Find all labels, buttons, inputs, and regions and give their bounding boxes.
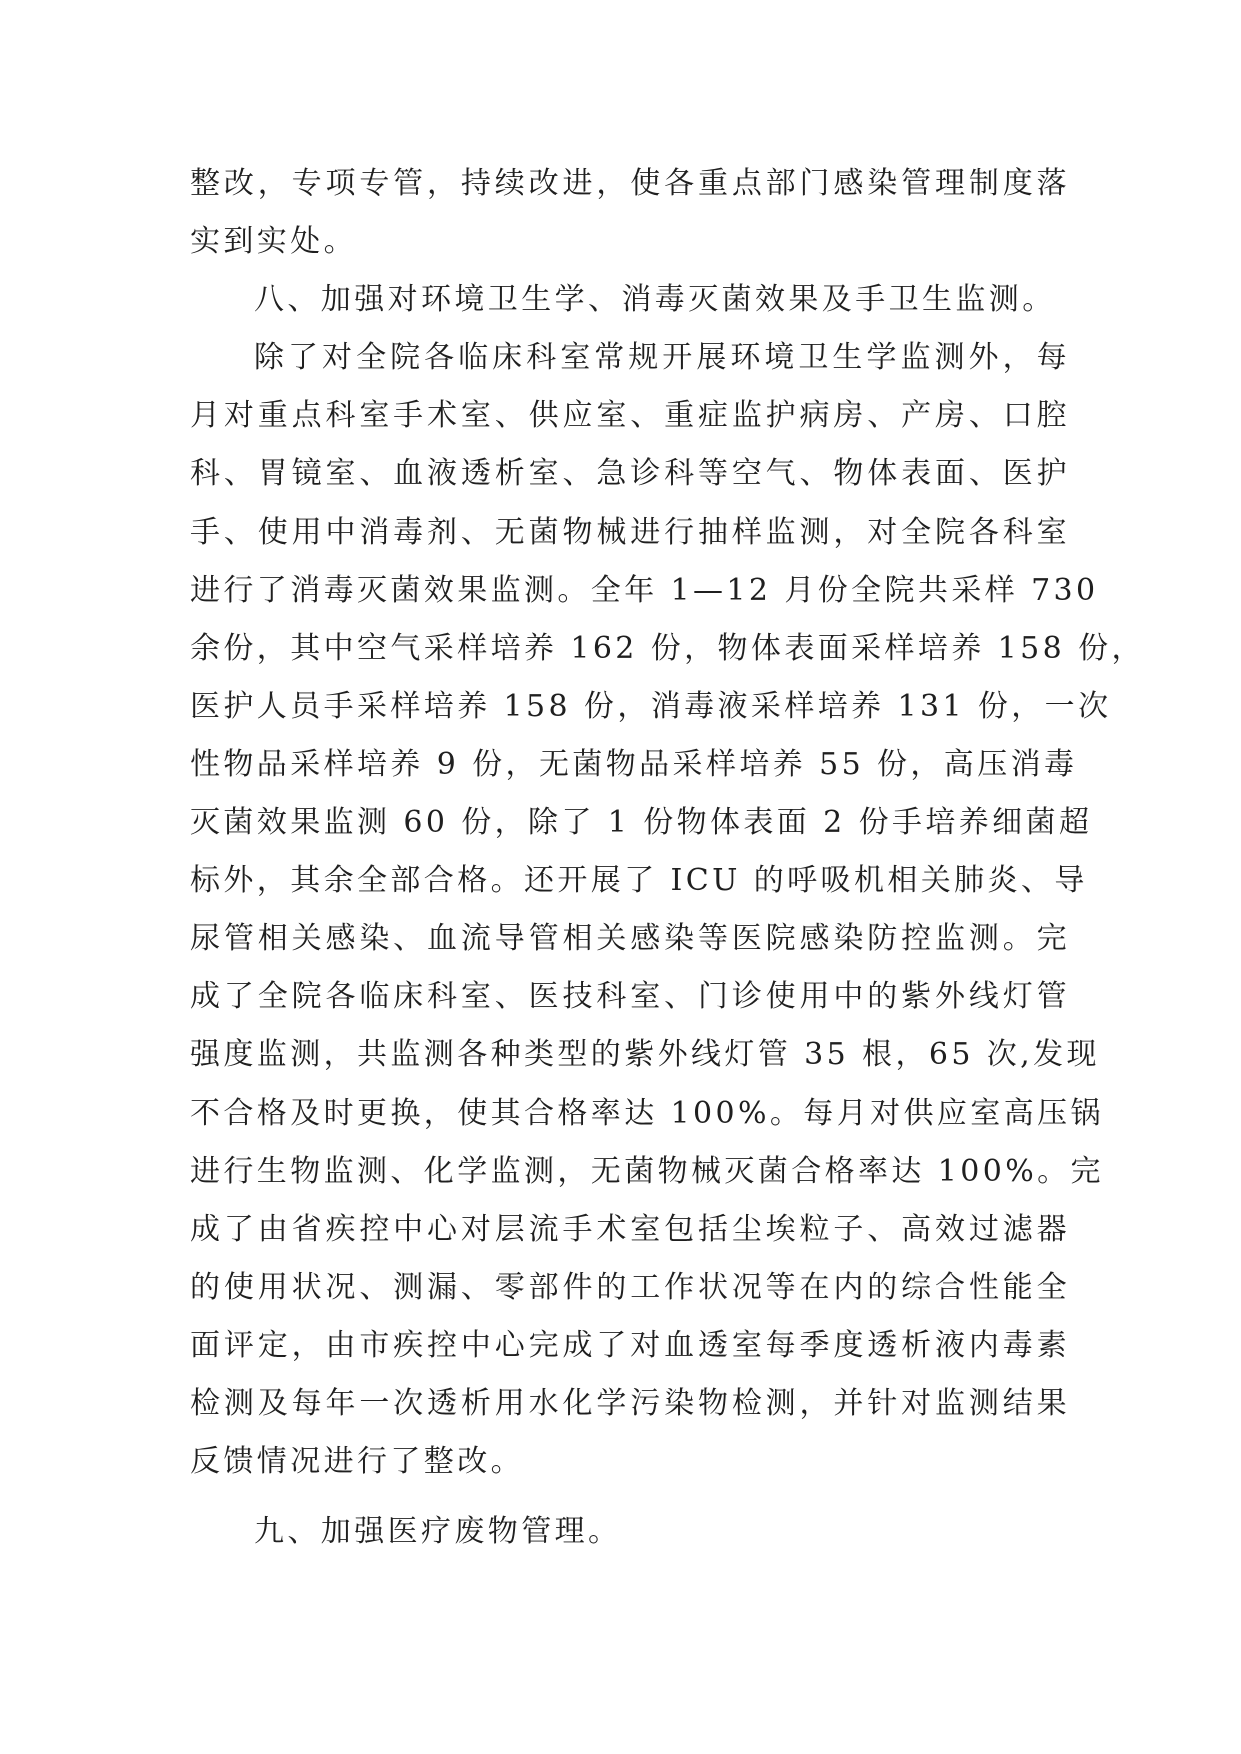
text-line: 成了由省疾控中心对层流手术室包括尘埃粒子、高效过滤器 [190,1211,1070,1247]
paragraph-p4 [190,1503,1070,1561]
text-line: 除了对全院各临床科室常规开展环境卫生学监测外，每 [254,340,1070,376]
text-line: 进行生物监测、化学监测，无菌物械灭菌合格率达 100%。完 [190,1153,1104,1189]
text-line: 实到实处。 [190,224,357,260]
text-line: 整改，专项专管，持续改进，使各重点部门感染管理制度落 [190,166,1070,201]
text-line: 强度监测，共监测各种类型的紫外线灯管 35 根，65 次,发现 [190,1037,1100,1073]
paragraph-gap [190,1491,1070,1503]
paragraph-p2 [190,271,1070,329]
text-line: 医护人员手采样培养 158 份，消毒液采样培养 131 份，一次 [190,688,1112,724]
text-line: 面评定，由市疾控中心完成了对血透室每季度透析液内毒素 [190,1327,1070,1363]
text-line: 八、加强对环境卫生学、消毒灭菌效果及手卫生监测。 [254,282,1056,318]
document-body [190,155,1145,1561]
text-line: 不合格及时更换，使其合格率达 100%。每月对供应室高压锅 [190,1095,1104,1131]
text-line: 性物品采样培养 9 份，无菌物品采样培养 55 份，高压消毒 [190,746,1078,782]
text-line: 的使用状况、测漏、零部件的工作状况等在内的综合性能全 [190,1269,1070,1305]
text-line: 灭菌效果监测 60 份，除了 1 份物体表面 2 份手培养细菌超 [190,805,1093,841]
text-line: 检测及每年一次透析用水化学污染物检测，并针对监测结果 [190,1385,1070,1421]
text-line: 九、加强医疗废物管理。 [254,1514,622,1550]
text-line: 标外，其余全部合格。还开展了 ICU 的呼吸机相关肺炎、导 [190,863,1088,899]
text-line: 反馈情况进行了整改。 [190,1444,524,1480]
paragraph-p3 [190,329,1145,1491]
text-line: 成了全院各临床科室、医技科室、门诊使用中的紫外线灯管 [190,979,1070,1015]
text-line: 月对重点科室手术室、供应室、重症监护病房、产房、口腔 [190,398,1070,434]
text-line: 尿管相关感染、血流导管相关感染等医院感染防控监测。完 [190,921,1070,957]
text-line: 手、使用中消毒剂、无菌物械进行抽样监测，对全院各科室 [190,514,1070,550]
text-line: 余份，其中空气采样培养 162 份，物体表面采样培养 158 份， [190,630,1145,666]
text-line: 科、胃镜室、血液透析室、急诊科等空气、物体表面、医护 [190,456,1070,492]
text-line: 进行了消毒灭菌效果监测。全年 1—12 月份全院共采样 730 [190,572,1099,608]
paragraph-p1 [190,155,1070,271]
